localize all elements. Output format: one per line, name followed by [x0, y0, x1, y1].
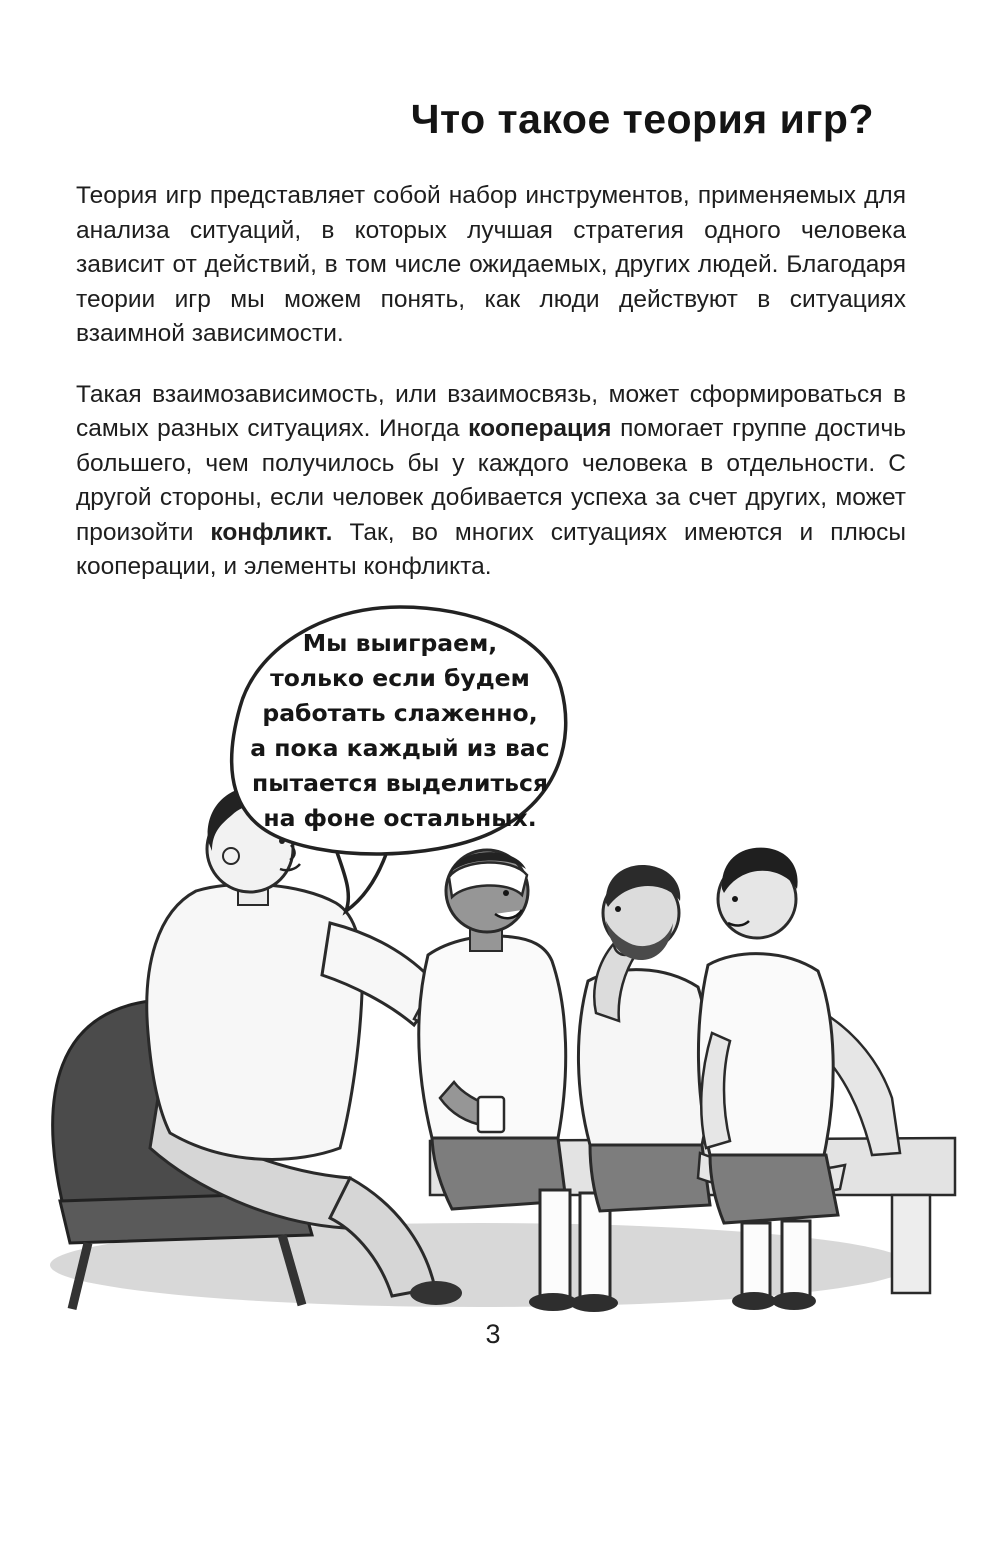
player3-eye	[732, 896, 738, 902]
term-conflict: конфликт.	[210, 518, 333, 546]
player2-shorts	[590, 1145, 710, 1211]
chapter-title: Что такое теория игр?	[410, 96, 874, 142]
speech-bubble-line: на фоне остальных.	[263, 803, 537, 832]
player3-shoe	[772, 1292, 816, 1310]
coach-shoe	[410, 1281, 462, 1305]
page-number: 3	[485, 1318, 501, 1349]
player3-shoe	[732, 1292, 776, 1310]
illustration-drawing	[0, 593, 986, 1315]
illustration-coach-and-players	[0, 593, 986, 1315]
paragraph-2-text: Так, во многих ситуациях имеются и плюсы кооперации, и элементы конфликта.	[76, 518, 906, 580]
player1-sock	[540, 1190, 570, 1300]
paragraph-2	[76, 378, 906, 585]
term-cooperation: кооперация	[468, 415, 612, 442]
paragraph-2-text: помогает группе достичь большего, чем получилось бы у каждого человека в отдельности. С другой стороны, если человек добивается успеха за счет других, может произойти	[76, 415, 906, 546]
player3-sock	[782, 1221, 810, 1299]
player-beard-figure	[578, 865, 710, 1211]
player2-eye	[615, 906, 621, 912]
player1-cup	[478, 1097, 504, 1132]
speech-bubble-line: работать слаженно,	[262, 698, 538, 727]
player1-shoe	[529, 1293, 577, 1311]
player3-sock	[742, 1223, 770, 1299]
speech-bubble-line: Мы выиграем,	[302, 628, 498, 657]
speech-bubble-line: пытается выделиться	[252, 768, 548, 797]
player1-shoe	[570, 1294, 618, 1312]
speech-bubble-line: только если будем	[270, 663, 530, 692]
paragraph-1: Теория игр представляет собой набор инструментов, применяемых для анализа ситуаций, в которых лучшая стратегия одного человека зависит от действий, в том числе ожидаемых, других людей. Благодаря теории игр мы можем понять, как люди действуют в ситуациях взаимной зависимости.	[76, 182, 906, 347]
speech-bubble-line: а пока каждый из вас	[250, 733, 550, 762]
paragraph-2-text: Такая взаимозависимость, или взаимосвязь, может сформироваться в самых разных ситуациях. Иногда	[76, 380, 906, 442]
coach-ear	[223, 848, 239, 864]
book-page	[0, 96, 986, 1543]
player1-eye	[503, 890, 509, 896]
player3-shorts	[710, 1155, 838, 1223]
